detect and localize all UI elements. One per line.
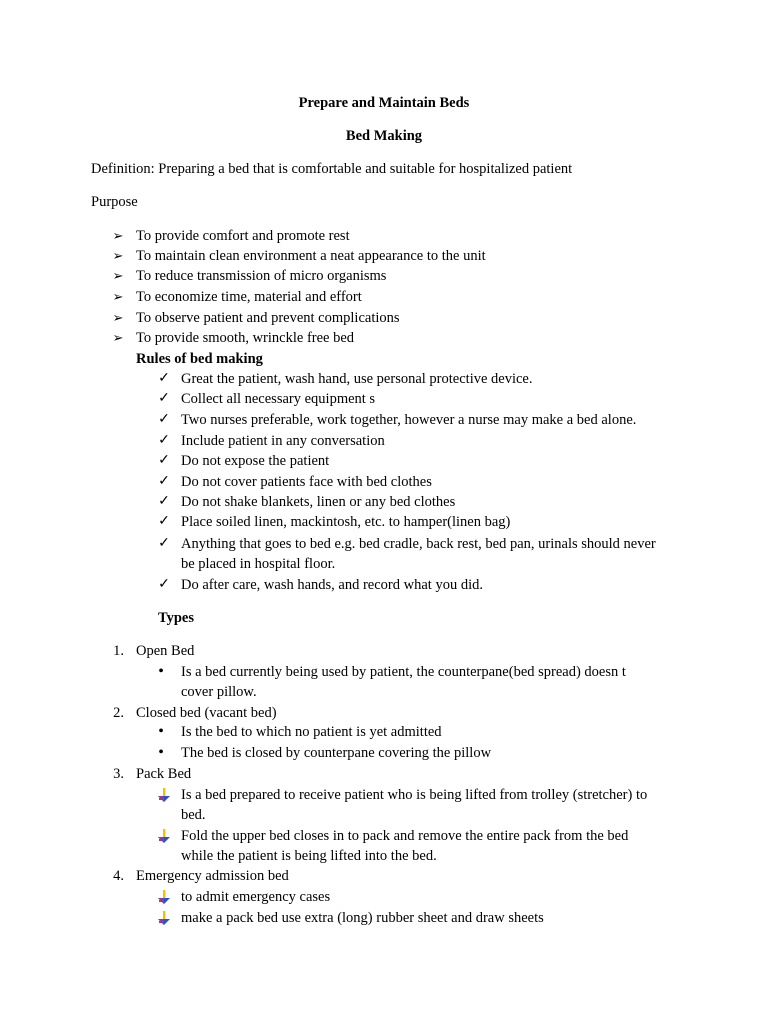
bullet-dot-icon: • xyxy=(158,744,164,761)
purpose-item-text: To economize time, material and effort xyxy=(136,289,362,305)
checkmark-icon: ✓ xyxy=(158,577,170,592)
document-title: Prepare and Maintain Beds xyxy=(298,95,470,111)
rule-item-text: Do not shake blankets, linen or any bed clothes xyxy=(181,494,456,510)
type-detail-text: Is the bed to which no patient is yet admitted xyxy=(181,724,442,740)
checkmark-icon: ✓ xyxy=(158,494,170,509)
definition-text: Definition: Preparing a bed that is comfortable and suitable for hospitalized patient xyxy=(91,161,573,177)
rule-item-text: Do not expose the patient xyxy=(181,453,330,469)
type-detail-text: Is a bed prepared to receive patient who is being lifted from trolley (stretcher) to xyxy=(181,787,648,803)
purpose-item-text: To reduce transmission of micro organisms xyxy=(136,268,387,284)
types-heading: Types xyxy=(158,610,194,626)
rule-item-text-continued: be placed in hospital floor. xyxy=(181,556,336,572)
type-label: Emergency admission bed xyxy=(136,868,289,884)
rule-item-text: Anything that goes to bed e.g. bed cradle, back rest, bed pan, urinals should never xyxy=(181,536,656,552)
type-label: Open Bed xyxy=(136,643,195,659)
colored-arrow-bullet-icon xyxy=(157,829,171,843)
list-number: 3. xyxy=(113,766,124,782)
checkmark-icon: ✓ xyxy=(158,536,170,551)
colored-arrow-bullet-icon xyxy=(157,890,171,904)
colored-arrow-bullet-icon xyxy=(157,788,171,802)
rule-item-text: Include patient in any conversation xyxy=(181,433,385,449)
bullet-dot-icon: • xyxy=(158,663,164,680)
rule-item-text: Two nurses preferable, work together, however a nurse may make a bed alone. xyxy=(181,412,637,428)
checkmark-icon: ✓ xyxy=(158,391,170,406)
type-label: Pack Bed xyxy=(136,766,192,782)
arrow-bullet-icon: ➢ xyxy=(112,289,124,304)
arrow-bullet-icon: ➢ xyxy=(112,268,124,283)
rules-heading: Rules of bed making xyxy=(136,351,263,367)
checkmark-icon: ✓ xyxy=(158,453,170,468)
list-number: 1. xyxy=(113,643,124,659)
type-detail-text: Fold the upper bed closes in to pack and remove the entire pack from the bed xyxy=(181,828,629,844)
type-detail-text: make a pack bed use extra (long) rubber sheet and draw sheets xyxy=(181,910,544,926)
arrow-bullet-icon: ➢ xyxy=(112,330,124,345)
arrow-bullet-icon: ➢ xyxy=(112,228,124,243)
rule-item-text: Do not cover patients face with bed clothes xyxy=(181,474,432,490)
type-detail-text: Is a bed currently being used by patient, the counterpane(bed spread) doesn t xyxy=(181,664,626,680)
type-detail-text: The bed is closed by counterpane covering the pillow xyxy=(181,745,492,761)
checkmark-icon: ✓ xyxy=(158,371,170,386)
purpose-item-text: To maintain clean environment a neat appearance to the unit xyxy=(136,248,486,264)
checkmark-icon: ✓ xyxy=(158,433,170,448)
purpose-item-text: To provide comfort and promote rest xyxy=(136,228,350,244)
arrow-bullet-icon: ➢ xyxy=(112,310,124,325)
list-number: 4. xyxy=(113,868,124,884)
checkmark-icon: ✓ xyxy=(158,474,170,489)
rule-item-text: Place soiled linen, mackintosh, etc. to hamper(linen bag) xyxy=(181,514,511,530)
purpose-item-text: To observe patient and prevent complications xyxy=(136,310,400,326)
type-detail-text-continued: cover pillow. xyxy=(181,684,257,700)
purpose-heading: Purpose xyxy=(91,194,138,210)
checkmark-icon: ✓ xyxy=(158,514,170,529)
type-detail-text-continued: bed. xyxy=(181,807,206,823)
rule-item-text: Do after care, wash hands, and record what you did. xyxy=(181,577,483,593)
rule-item-text: Great the patient, wash hand, use personal protective device. xyxy=(181,371,533,387)
rule-item-text: Collect all necessary equipment s xyxy=(181,391,376,407)
purpose-item-text: To provide smooth, wrinckle free bed xyxy=(136,330,355,346)
type-label: Closed bed (vacant bed) xyxy=(136,705,277,721)
type-detail-text: to admit emergency cases xyxy=(181,889,331,905)
checkmark-icon: ✓ xyxy=(158,412,170,427)
arrow-bullet-icon: ➢ xyxy=(112,248,124,263)
document-subtitle: Bed Making xyxy=(345,128,423,144)
bullet-dot-icon: • xyxy=(158,723,164,740)
list-number: 2. xyxy=(113,705,124,721)
colored-arrow-bullet-icon xyxy=(157,911,171,925)
type-detail-text-continued: while the patient is being lifted into the bed. xyxy=(181,848,437,864)
